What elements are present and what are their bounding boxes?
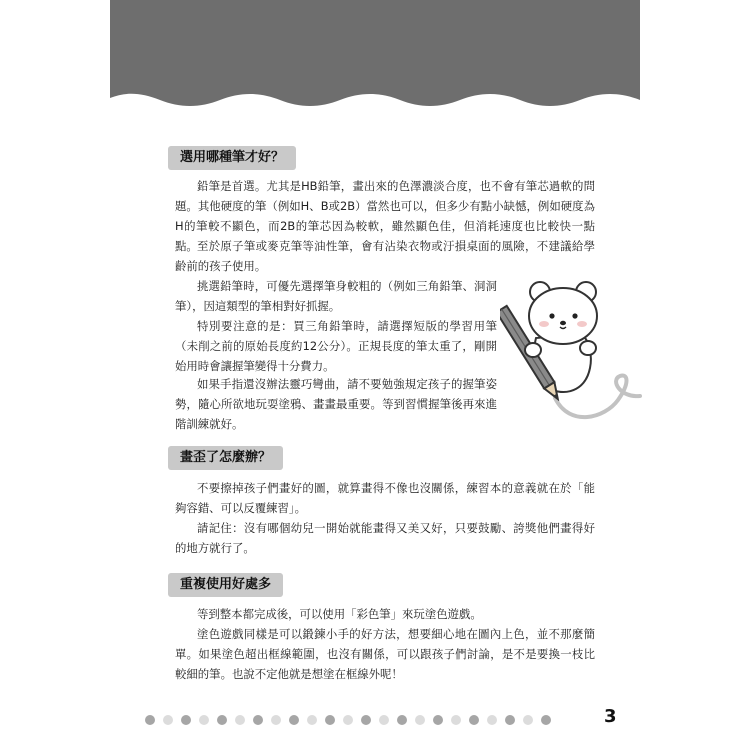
section-heading-mistakes: 畫歪了怎麼辦？: [168, 446, 283, 470]
footer-dot: [289, 715, 299, 725]
footer-dot: [235, 715, 245, 725]
footer-dot: [361, 715, 371, 725]
footer-dot: [163, 715, 173, 725]
page-number: 3: [604, 706, 617, 727]
paragraph: 至於原子筆或麥克筆等油性筆，會有沾染衣物或汙損桌面的風險，不建議給學齡前的孩子使用。: [175, 239, 595, 273]
paragraph: 如果手指還沒辦法靈巧彎曲，請不要勉強規定孩子的握筆姿勢，隨心所欲地玩耍塗鴉、畫畫最重要。等到習慣握筆後再來進階訓練就好。: [175, 377, 497, 431]
footer-dot: [523, 715, 533, 725]
paragraph: 塗色遊戲同樣是可以鍛鍊小手的好方法，想要細心地在圖內上色，並不那麼簡單。如果塗色超出框線範圍，也沒有關係，可以跟孩子們討論，是不是要換一枝比較細的筆。也說不定他就是想塗在框線外呢！: [175, 627, 595, 681]
footer-dot: [325, 715, 335, 725]
footer-dot: [415, 715, 425, 725]
paragraph: 特別要注意的是：買三角鉛筆時，請選擇短版的學習用筆（未削之前的原始長度約12公分）。正規長度的筆太重了，剛開始用時會讓握筆變得十分費力。: [175, 319, 497, 373]
footer-dot: [469, 715, 479, 725]
section-heading-reuse-benefits: 重複使用好處多: [168, 573, 283, 597]
footer-dot: [343, 715, 353, 725]
footer-dot: [487, 715, 497, 725]
footer-dot: [271, 715, 281, 725]
footer-dot: [181, 715, 191, 725]
footer-dot: [145, 715, 155, 725]
footer-dot: [379, 715, 389, 725]
paragraph: 挑選鉛筆時，可優先選擇筆身較粗的（例如三角鉛筆、洞洞筆），因這類型的筆相對好抓握。: [175, 279, 497, 313]
footer-dot: [253, 715, 263, 725]
footer-dot: [541, 715, 551, 725]
paragraph: 不要擦掉孩子們畫好的圖，就算畫得不像也沒關係，練習本的意義就在於「能夠容錯、可以反覆練習」。: [175, 481, 595, 515]
paragraph: 請記住：沒有哪個幼兒一開始就能畫得又美又好，只要鼓勵、誇獎他們畫得好的地方就行了。: [175, 521, 595, 555]
paragraph: 鉛筆是首選。尤其是HB鉛筆，畫出來的色澤濃淡合度，也不會有筆芯過軟的問題。其他硬度的筆（例如H、B或2B）當然也可以，但多少有點小缺憾，例如硬度為H的筆較不顯色，而2B的筆芯因為較軟，雖然顯色佳，但消耗速度也比較快一點點。: [175, 179, 595, 253]
paragraph: 等到整本都完成後，可以使用「彩色筆」來玩塗色遊戲。: [197, 607, 482, 621]
footer-dot: [433, 715, 443, 725]
bear-with-pencil-illustration: [500, 278, 650, 428]
header-band: [110, 0, 640, 110]
footer-dot: [307, 715, 317, 725]
footer-dot: [505, 715, 515, 725]
footer-dot: [397, 715, 407, 725]
footer-dot: [199, 715, 209, 725]
footer-dot: [217, 715, 227, 725]
section-heading-pen-choice: 選用哪種筆才好？: [168, 146, 296, 170]
footer-dot: [451, 715, 461, 725]
footer-dot-divider: [145, 714, 595, 726]
